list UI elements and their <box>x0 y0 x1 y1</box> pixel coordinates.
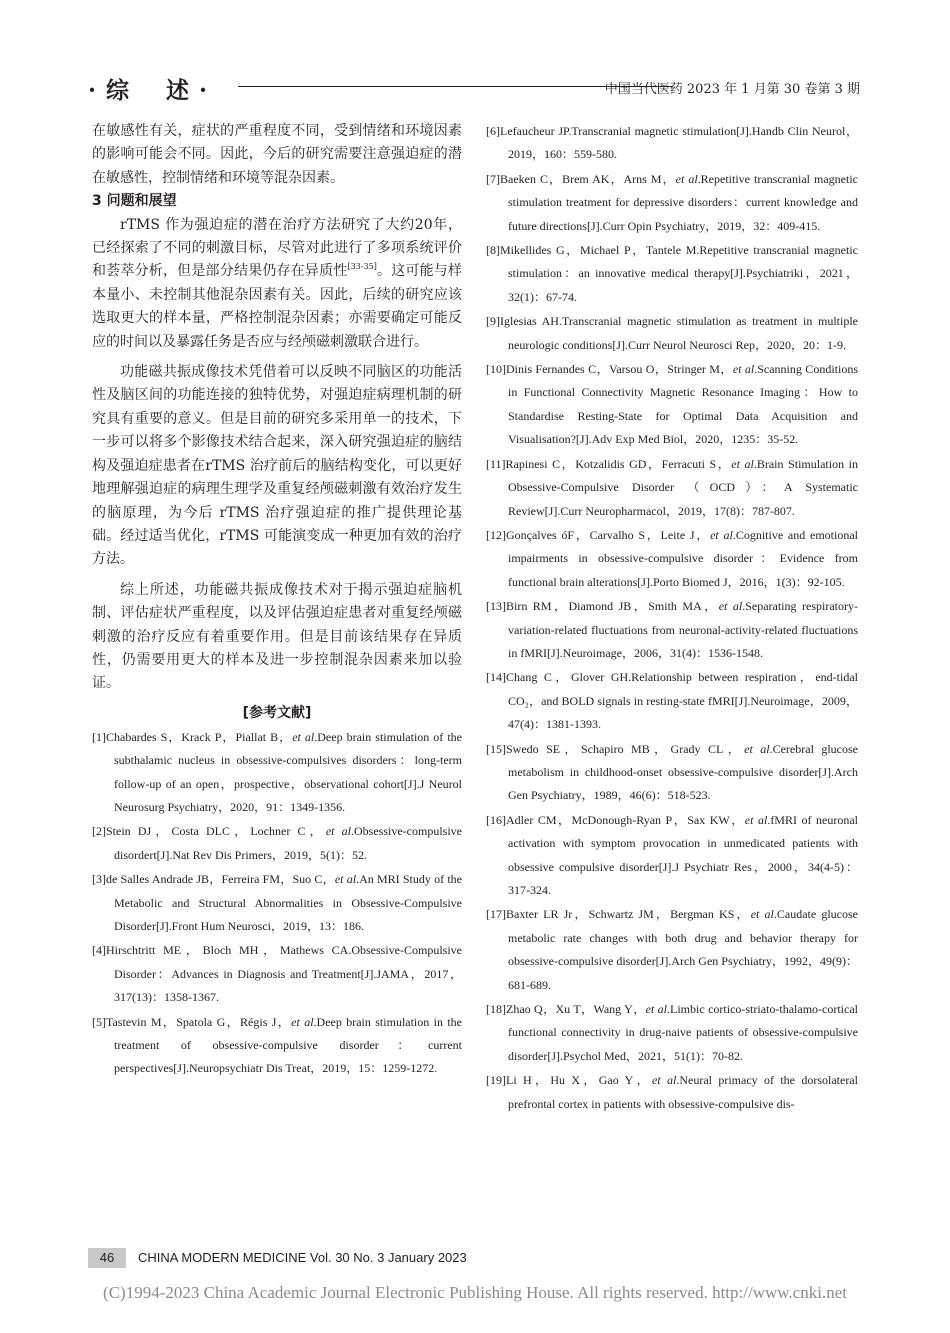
reference-text: [4]Hirschtritt ME，Bloch MH，Mathews CA.Obsessive-Compulsive Disorder：Advances in Diagnosis and Treatment[J].JAMA，2017，317(13)：1358-1367. <box>92 943 462 1005</box>
reference-text: [5]Tastevin M，Spatola G，Régis J， <box>92 1014 292 1029</box>
reference-text: [3]de Salles Andrade JB，Ferreira FM，Suo C， <box>92 872 335 887</box>
footer-journal: CHINA MODERN MEDICINE Vol. 30 No. 3 January 2023 <box>138 1250 467 1265</box>
reference-text-rest: .Repetitive transcranial magnetic stimulation treatment for depressive disorders：current knowledge and future directions[J].Curr Opin Psychiatry，2019，32：409-415. <box>508 171 858 233</box>
reference-text-rest: .Deep brain stimulation in the treatment of obsessive-compulsive disorder：current perspectives[J].Neuropsychiatr Dis Treat，2019，15：1259-1272. <box>114 1014 463 1076</box>
reference-et-al: et al <box>652 1073 677 1088</box>
citation-33-35: [33-35] <box>347 262 377 272</box>
reference-item <box>486 903 858 997</box>
reference-text: [19]Li H，Hu X，Gao Y， <box>486 1073 652 1088</box>
reference-text: [9]Iglesias AH.Transcranial magnetic stimulation as treatment in multiple neurologic conditions[J].Curr Neurol Neurosci Rep，2020，20：1-9. <box>486 314 858 352</box>
reference-text: [15]Swedo SE，Schapiro MB，Grady CL， <box>486 741 745 756</box>
reference-et-al: et al <box>325 824 352 839</box>
copyright-line: (C)1994-2023 China Academic Journal Electronic Publishing House. All rights reserved. http://www.cnki.net <box>103 1283 847 1302</box>
reference-text: [6]Lefaucheur JP.Transcranial magnetic stimulation[J].Handb Clin Neurol，2019，160：559-580. <box>486 124 858 162</box>
reference-item <box>92 868 462 938</box>
reference-et-al: et al <box>675 171 698 186</box>
reference-text-rest: .Cognitive and emotional impairments in obsessive-compulsive disorder：Evidence from functional brain alterations[J].Porto Biomed J，2016，1(3)：92-105. <box>508 527 858 589</box>
reference-text-rest: .Caudate glucose metabolic rate changes with both drug and behavior therapy for obsessive-compulsive disorder[J].Arch Gen Psychiatry，1992，49(9)：681-689. <box>508 907 858 992</box>
reference-text-rest: .Cerebral glucose metabolism in childhood-onset obsessive-compulsive disorder[J].Arch Gen Psychiatry，1989，46(6)：518-523. <box>508 741 858 803</box>
reference-text-rest: .Neural primacy of the dorsolateral prefrontal cortex in patients with obsessive-compulsive dis- <box>508 1073 858 1111</box>
reference-text-rest: .Deep brain stimulation of the subthalamic nucleus in obsessive-compulsives disorders：long-term follow-up of an open，prospective，observational cohort[J].J Neurol Neurosurg Psychiatry，2020，91：1349-1356. <box>114 729 462 814</box>
reference-item <box>486 998 858 1068</box>
reference-item <box>92 939 462 1009</box>
reference-text: [7]Baeken C，Brem AK，Arns M， <box>486 171 676 186</box>
reference-et-al: et al <box>750 907 774 922</box>
reference-text-rest: .Scanning Conditions in Functional Connectivity Magnetic Resonance Imaging：How to Standardise Resting-State for Optimal Data Acquisition and Visualisation?[J].Adv Exp Med Biol，2020，1235：35-52. <box>508 362 858 447</box>
reference-item <box>92 1011 462 1081</box>
reference-text-rest: .fMRI of neuronal activation with symptom provocation in unmedicated patients with obsessive compulsive disorder[J].J Psychiatr Res，2000，34(4-5)：317-324. <box>508 812 858 897</box>
reference-item <box>486 809 858 903</box>
reference-et-al: et al <box>645 1002 668 1017</box>
reference-et-al: et al <box>731 456 754 471</box>
reference-item <box>486 239 858 309</box>
reference-item <box>486 168 858 238</box>
reference-item <box>486 358 858 452</box>
left-column <box>92 120 462 1082</box>
reference-item <box>486 524 858 594</box>
reference-et-al: et al <box>744 812 768 827</box>
reference-item <box>486 120 858 167</box>
reference-et-al: et al <box>292 729 315 744</box>
paragraph-3: 综上所述，功能磁共振成像技术对于揭示强迫症脑机制、评估症状严重程度，以及评估强迫症患者对重复经颅磁刺激的治疗反应有着重要作用。但是目前该结果存在异质性，仍需要用更大的样本及进一步控制混杂因素来加以验证。 <box>92 581 462 692</box>
reference-et-al: et al <box>744 741 770 756</box>
reference-text: [1]Chabardes S，Krack P，Piallat B， <box>92 729 293 744</box>
journal-info: 中国当代医药 2023 年 1 月第 30 卷第 3 期 <box>604 82 860 97</box>
reference-et-al: et al <box>710 527 733 542</box>
reference-et-al: et al <box>291 1014 314 1029</box>
reference-text: [14]Chang C，Glover GH.Relationship between respiration，end-tidal CO₂，and BOLD signals in resting-state fMRI[J].Neuroimage，2009，47(4)：1381-1393. <box>486 670 858 732</box>
reference-text: [12]Gonçalves óF，Carvalho S，Leite J， <box>486 527 711 542</box>
reference-text: [2]Stein DJ，Costa DLC，Lochner C， <box>92 824 326 839</box>
references-list-right <box>486 120 858 1116</box>
reference-item <box>486 595 858 665</box>
page-header <box>88 70 860 104</box>
section-label: · 综 述 · <box>88 77 209 104</box>
reference-text: [16]Adler CM，McDonough-Ryan P，Sax KW， <box>486 812 745 827</box>
reference-text: [8]Mikellides G，Michael P，Tantele M.Repetitive transcranial magnetic stimulation：an innovative medical therapy[J].Psychiatriki，2021，32(1)：67-74. <box>486 243 858 304</box>
reference-item <box>486 310 858 357</box>
reference-text-rest: .An MRI Study of the Metabolic and Structural Abnormalities in Obsessive-Compulsive Disorder[J].Front Hum Neurosci，2019，13：186. <box>114 872 462 933</box>
reference-text-rest: .Separating respiratory-variation-related fluctuations from neuronal-activity-related fluctuations in fMRI[J].Neuroimage，2006，31(4)：1536-1548. <box>508 599 858 660</box>
references-list-left <box>92 726 462 1081</box>
reference-text: [11]Rapinesi C，Kotzalidis GD，Ferracuti S， <box>486 456 732 471</box>
reference-item <box>486 453 858 523</box>
reference-item <box>92 820 462 867</box>
reference-item <box>92 726 462 820</box>
reference-et-al: et al <box>334 872 357 887</box>
reference-text: [13]Birn RM，Diamond JB，Smith MA， <box>486 599 719 614</box>
reference-text-rest: .Brain Stimulation in Obsessive-Compulsive Disorder （OCD）：A Systematic Review[J].Curr Neuropharmacol，2019，17(8)：787-807. <box>508 456 858 518</box>
reference-text: [17]Baxter LR Jr，Schwartz JM，Bergman KS， <box>486 907 751 922</box>
continued-paragraph: 在敏感性有关，症状的严重程度不同，受到情绪和环境因素的影响可能会不同。因此，今后的研究需要注意强迫症的潜在敏感性，控制情绪和环境等混杂因素。 <box>92 123 462 186</box>
reference-text: [18]Zhao Q，Xu T，Wang Y， <box>486 1002 646 1017</box>
right-column <box>486 120 858 1117</box>
paragraph-1-text: rTMS 作为强迫症的潜在治疗方法研究了大约20年，已经探索了不同的刺激目标，尽管对此进行了多项系统评价和荟萃分析，但是部分结果仍存在异质性 <box>92 216 462 280</box>
references-title: [参考文献] <box>242 704 312 721</box>
reference-et-al: et al <box>718 599 743 614</box>
paragraph-2: 功能磁共振成像技术凭借着可以反映不同脑区的功能活性及脑区间的功能连接的独特优势，对强迫症病理机制的研究具有重要的意义。但是目前的研究多采用单一的技术，下一步可以将多个影像技术结合起来，深入研究强迫症的脑结构及强迫症患者在rTMS 治疗前后的脑结构变化，可以更好地理解强迫症的病理生理学及重复经颅磁刺激有效治疗发生的脑原理，为今后 rTMS 治疗强迫症的推广提供理论基础。经过适当优化，rTMS 可能演变成一种更加有效的治疗方法。 <box>92 364 462 568</box>
paragraph-1-rest: 。这可能与样本量小、未控制其他混杂因素有关。因此，后续的研究应该选取更大的样本量，严格控制混杂因素；亦需要确定可能反应的时间以及暴露任务是否应与经颅磁刺激联合进行。 <box>92 263 462 350</box>
page-number: 46 <box>88 1248 126 1268</box>
reference-item <box>486 1069 858 1116</box>
reference-item <box>486 666 858 736</box>
section-heading: 3 问题和展望 <box>92 193 177 210</box>
reference-item <box>486 738 858 808</box>
reference-text-rest: .Obsessive-compulsive disordert[J].Nat Rev Dis Primers，2019，5(1)：52. <box>114 824 462 862</box>
paragraph-1 <box>92 214 462 354</box>
reference-text: [10]Dinis Fernandes C，Varsou O，Stringer M， <box>486 362 733 377</box>
reference-text-rest: .Limbic cortico-striato-thalamo-cortical functional connectivity in drug-naive patients of obsessive-compulsive disorder[J].Psychol Med，2021，51(1)：70-82. <box>508 1002 859 1063</box>
reference-et-al: et al <box>732 362 755 377</box>
